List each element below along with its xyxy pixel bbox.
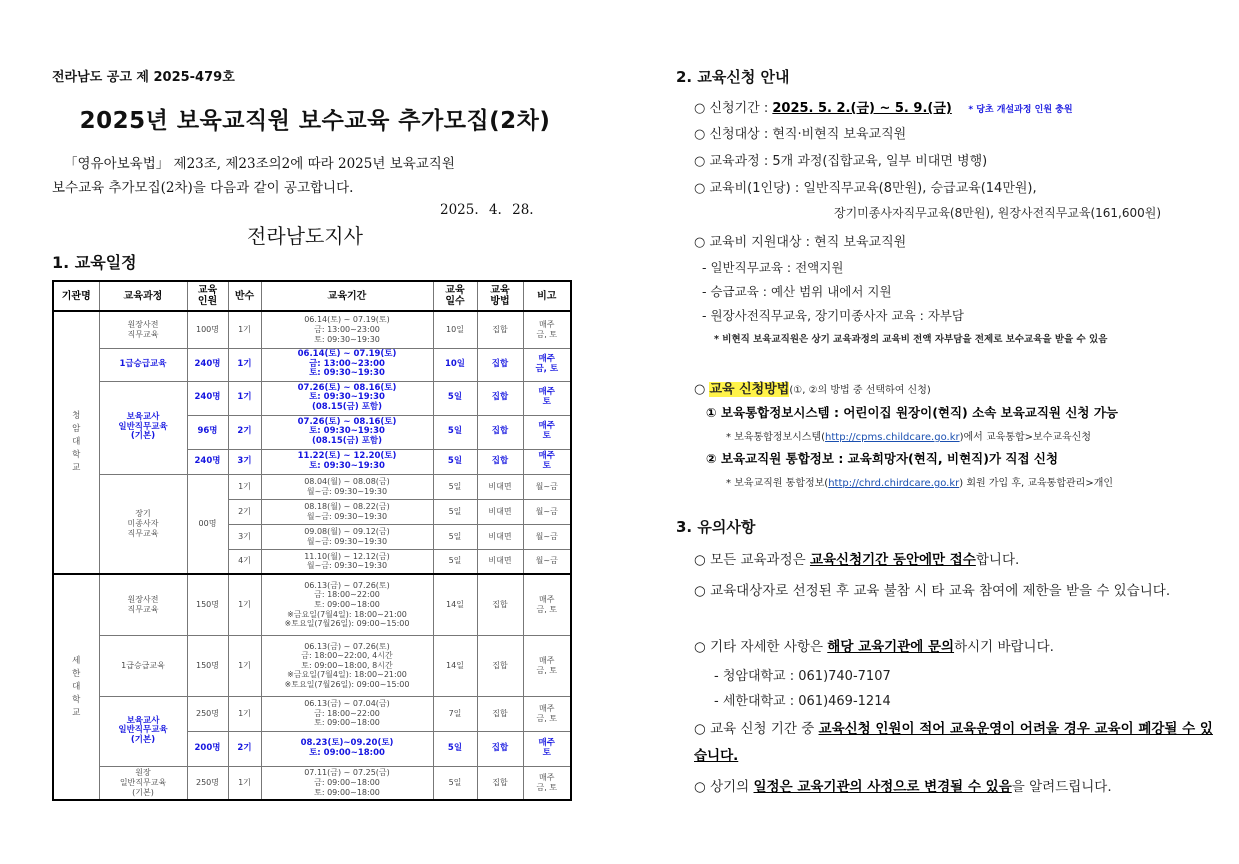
intro-text xyxy=(52,152,552,200)
days-cell: 5일 xyxy=(433,766,477,800)
schedule-table xyxy=(52,280,572,801)
text: 을 알려드립니다. xyxy=(1011,779,1112,795)
apply-period-note: * 당초 개설과정 인원 충원 xyxy=(968,105,1073,115)
note-cell: 매주 금, 토 xyxy=(523,696,571,731)
method-desc: (①, ②의 방법 중 선택하여 신청) xyxy=(789,385,931,396)
class-cell: 3기 xyxy=(228,524,261,549)
method-cell: 집합 xyxy=(477,381,523,415)
people-cell: 200명 xyxy=(187,731,228,766)
days-cell: 5일 xyxy=(433,415,477,449)
period-cell: 06.13(금) ~ 07.26(토) 금: 18:00~22:00 토: 09:00~18:00 ※금요일(7월4일): 18:00~21:00 ※토요일(7월26일): 09:00~15:00 xyxy=(261,574,433,635)
header-cell: 교육 인원 xyxy=(187,281,228,311)
method-2: ② 보육교직원 통합정보 : 교육희망자(현직, 비현직)가 직접 신청 xyxy=(706,451,1059,466)
days-cell: 5일 xyxy=(433,731,477,766)
class-cell: 1기 xyxy=(228,635,261,696)
header-cell: 기관명 xyxy=(53,281,99,311)
table-row xyxy=(53,635,571,696)
note-cell: 매주 금, 토 xyxy=(523,574,571,635)
course-cell: 원장 일반직무교육 (기본) xyxy=(99,766,187,800)
header-cell: 비고 xyxy=(523,281,571,311)
class-cell: 4기 xyxy=(228,549,261,574)
header-cell: 교육기간 xyxy=(261,281,433,311)
method-cell: 집합 xyxy=(477,731,523,766)
issuing-org: 전라남도지사 xyxy=(247,224,363,248)
days-cell: 7일 xyxy=(433,696,477,731)
people-cell: 250명 xyxy=(187,696,228,731)
text: ○ 교육 신청 기간 중 xyxy=(694,721,819,737)
section-3-title: 3. 유의사항 xyxy=(676,518,756,536)
period-cell: 07.11(금) ~ 07.25(금) 금: 09:00~18:00 토: 09:00~18:00 xyxy=(261,766,433,800)
apply-method xyxy=(694,378,931,397)
support-detail-1: - 일반직무교육 : 전액지원 xyxy=(702,260,844,275)
period-cell: 11.10(월) ~ 12.12(금) 월~금: 09:30~19:30 xyxy=(261,549,433,574)
contact-sehan: - 세한대학교 : 061)469-1214 xyxy=(714,694,891,709)
section-1-title: 1. 교육일정 xyxy=(52,253,137,272)
method-1-ref xyxy=(726,428,1091,443)
fee-line-2: 장기미종사자직무교육(8만원), 원장사전직무교육(161,600원) xyxy=(834,206,1162,220)
note-cell: 월~금 xyxy=(523,524,571,549)
period-cell: 08.18(월) ~ 08.22(금) 월~금: 09:30~19:30 xyxy=(261,499,433,524)
cpms-link[interactable]: http://cpms.childcare.go.kr xyxy=(825,432,960,443)
people-cell: 250명 xyxy=(187,766,228,800)
emphasis: 교육신청기간 동안에만 접수 xyxy=(809,552,976,568)
note-cell: 매주 토 xyxy=(523,449,571,474)
note-cell: 매주 토 xyxy=(523,731,571,766)
header-cell: 반수 xyxy=(228,281,261,311)
class-cell: 1기 xyxy=(228,766,261,800)
period-cell: 11.22(토) ~ 12.20(토) 토: 09:30~19:30 xyxy=(261,449,433,474)
note-cell: 매주 금, 토 xyxy=(523,635,571,696)
support-footnote: * 비현직 보육교직원은 상기 교육과정의 교육비 전액 자부담을 전제로 보수교육을 받을 수 있음 xyxy=(714,334,1108,345)
people-cell: 00명 xyxy=(187,474,228,574)
ref-text: * 보육통합정보시스템( xyxy=(726,432,826,443)
support-target: ○ 교육비 지원대상 : 현직 보육교직원 xyxy=(694,235,907,250)
method-cell: 집합 xyxy=(477,311,523,348)
course-info: ○ 교육과정 : 5개 과정(집합교육, 일부 비대면 병행) xyxy=(694,154,988,169)
institution-cell: 청 암 대 학 교 xyxy=(53,311,99,574)
people-cell: 96명 xyxy=(187,415,228,449)
note-cell: 월~금 xyxy=(523,549,571,574)
text: ○ 모든 교육과정은 xyxy=(694,552,810,568)
emphasis: 일정은 교육기관의 사정으로 변경될 수 있음 xyxy=(753,779,1012,795)
class-cell: 1기 xyxy=(228,474,261,499)
people-cell: 100명 xyxy=(187,311,228,348)
apply-period-label: ○ 신청기간 : xyxy=(694,101,773,116)
notice-date: 2025. 4. 28. xyxy=(440,202,534,218)
people-cell: 150명 xyxy=(187,635,228,696)
method-cell: 비대면 xyxy=(477,549,523,574)
class-cell: 2기 xyxy=(228,731,261,766)
section-2-title: 2. 교육신청 안내 xyxy=(676,68,790,86)
table-row xyxy=(53,474,571,499)
class-cell: 2기 xyxy=(228,499,261,524)
institution-cell: 세 한 대 학 교 xyxy=(53,574,99,800)
method-cell: 집합 xyxy=(477,348,523,381)
method-cell: 집합 xyxy=(477,696,523,731)
class-cell: 1기 xyxy=(228,696,261,731)
period-cell: 08.04(월) ~ 08.08(금) 월~금: 09:30~19:30 xyxy=(261,474,433,499)
note-cell: 매주 금, 토 xyxy=(523,311,571,348)
course-cell: 1급승급교육 xyxy=(99,348,187,381)
text: 하시기 바랍니다. xyxy=(954,639,1054,655)
people-cell: 240명 xyxy=(187,449,228,474)
course-cell: 원장사전 직무교육 xyxy=(99,574,187,635)
notice-1 xyxy=(694,547,1214,574)
days-cell: 5일 xyxy=(433,381,477,415)
course-cell: 장기 미종사자 직무교육 xyxy=(99,474,187,574)
period-cell: 06.14(토) ~ 07.19(토) 금: 13:00~23:00 토: 09:30~19:30 xyxy=(261,311,433,348)
note-cell: 매주 토 xyxy=(523,415,571,449)
days-cell: 5일 xyxy=(433,549,477,574)
notice-5 xyxy=(694,774,1214,801)
class-cell: 2기 xyxy=(228,415,261,449)
days-cell: 5일 xyxy=(433,499,477,524)
days-cell: 5일 xyxy=(433,524,477,549)
support-detail-3: - 원장사전직무교육, 장기미종사자 교육 : 자부담 xyxy=(702,308,964,323)
period-cell: 06.14(토) ~ 07.19(토) 금: 13:00~23:00 토: 09:30~19:30 xyxy=(261,348,433,381)
method-2-ref xyxy=(726,474,1113,489)
period-cell: 09.08(월) ~ 09.12(금) 월~금: 09:30~19:30 xyxy=(261,524,433,549)
method-1: ① 보육통합정보시스템 : 어린이집 원장이(현직) 소속 보육교직원 신청 가능 xyxy=(706,405,1118,420)
fee-line-1: ○ 교육비(1인당) : 일반직무교육(8만원), 승급교육(14만원), xyxy=(694,181,1037,196)
course-cell: 1급승급교육 xyxy=(99,635,187,696)
method-cell: 집합 xyxy=(477,574,523,635)
intro-line-2: 보수교육 추가모집(2차)을 다음과 같이 공고합니다. xyxy=(52,180,354,196)
table-header-row xyxy=(53,281,571,311)
class-cell: 1기 xyxy=(228,381,261,415)
days-cell: 5일 xyxy=(433,449,477,474)
method-cell: 집합 xyxy=(477,635,523,696)
note-cell: 매주 금, 토 xyxy=(523,348,571,381)
table-row xyxy=(53,381,571,415)
people-cell: 240명 xyxy=(187,348,228,381)
notice-4 xyxy=(694,716,1214,770)
period-cell: 08.23(토)~09.20(토) 토: 09:00~18:00 xyxy=(261,731,433,766)
people-cell: 240명 xyxy=(187,381,228,415)
period-cell: 07.26(토) ~ 08.16(토) 토: 09:30~19:30 (08.15(금) 포함) xyxy=(261,381,433,415)
ref-text: * 보육교직원 통합정보( xyxy=(726,478,829,489)
ref-text: ) 회원 가입 후, 교육통합관리>개인 xyxy=(959,478,1114,489)
apply-period-value: 2025. 5. 2.(금) ~ 5. 9.(금) xyxy=(772,101,952,116)
days-cell: 10일 xyxy=(433,311,477,348)
period-cell: 07.26(토) ~ 08.16(토) 토: 09:30~19:30 (08.15(금) 포함) xyxy=(261,415,433,449)
note-cell: 월~금 xyxy=(523,474,571,499)
contact-cheongam: - 청암대학교 : 061)740-7107 xyxy=(714,669,891,684)
note-cell: 매주 금, 토 xyxy=(523,766,571,800)
header-cell: 교육 방법 xyxy=(477,281,523,311)
support-detail-2: - 승급교육 : 예산 범위 내에서 지원 xyxy=(702,284,892,299)
text: ○ 기타 자세한 사항은 xyxy=(694,639,828,655)
ref-text: )에서 교육통합>보수교육신청 xyxy=(959,432,1091,443)
page-title: 2025년 보육교직원 보수교육 추가모집(2차) xyxy=(79,108,551,134)
method-cell: 집합 xyxy=(477,449,523,474)
days-cell: 5일 xyxy=(433,474,477,499)
table-row xyxy=(53,696,571,731)
method-cell: 비대면 xyxy=(477,524,523,549)
people-cell: 150명 xyxy=(187,574,228,635)
apply-target: ○ 신청대상 : 현직·비현직 보육교직원 xyxy=(694,127,907,142)
course-cell: 보육교사 일반직무교육 (기본) xyxy=(99,696,187,766)
method-cell: 집합 xyxy=(477,415,523,449)
notice-3 xyxy=(694,634,1214,661)
text: ○ 상기의 xyxy=(694,779,754,795)
header-cell: 교육 일수 xyxy=(433,281,477,311)
apply-period xyxy=(694,97,1073,116)
period-cell: 06.13(금) ~ 07.04(금) 금: 18:00~22:00 토: 09:00~18:00 xyxy=(261,696,433,731)
table-row xyxy=(53,348,571,381)
course-cell: 원장사전 직무교육 xyxy=(99,311,187,348)
chrd-link[interactable]: http://chrd.chirdcare.go.kr xyxy=(828,478,960,489)
method-cell: 비대면 xyxy=(477,499,523,524)
emphasis: 교육신청 인원이 적어 교육운영이 어려울 경우 교육이 폐강될 수 있습니다. xyxy=(694,721,1213,764)
notice-number: 전라남도 공고 제 2025-479호 xyxy=(52,70,235,85)
method-bullet: ○ xyxy=(694,382,710,397)
emphasis: 해당 교육기관에 문의 xyxy=(827,639,955,655)
class-cell: 3기 xyxy=(228,449,261,474)
notice-2: ○ 교육대상자로 선정된 후 교육 불참 시 타 교육 참여에 제한을 받을 수 있습니다. xyxy=(694,583,1171,599)
class-cell: 1기 xyxy=(228,574,261,635)
text: 합니다. xyxy=(975,552,1020,568)
days-cell: 14일 xyxy=(433,574,477,635)
table-row xyxy=(53,574,571,635)
method-cell: 집합 xyxy=(477,766,523,800)
method-cell: 비대면 xyxy=(477,474,523,499)
period-cell: 06.13(금) ~ 07.26(토) 금: 18:00~22:00, 4시간 토: 09:00~18:00, 8시간 ※금요일(7월4일): 18:00~21:00 ※토요일(7월26일): 09:00~15:00 xyxy=(261,635,433,696)
intro-line-1: 「영유아보육법」 제23조, 제23조의2에 따라 2025년 보육교직원 xyxy=(64,156,455,172)
days-cell: 10일 xyxy=(433,348,477,381)
table-row xyxy=(53,766,571,800)
header-cell: 교육과정 xyxy=(99,281,187,311)
class-cell: 1기 xyxy=(228,311,261,348)
note-cell: 월~금 xyxy=(523,499,571,524)
class-cell: 1기 xyxy=(228,348,261,381)
days-cell: 14일 xyxy=(433,635,477,696)
note-cell: 매주 토 xyxy=(523,381,571,415)
method-highlight: 교육 신청방법 xyxy=(709,382,790,397)
table-row xyxy=(53,311,571,348)
course-cell: 보육교사 일반직무교육 (기본) xyxy=(99,381,187,474)
